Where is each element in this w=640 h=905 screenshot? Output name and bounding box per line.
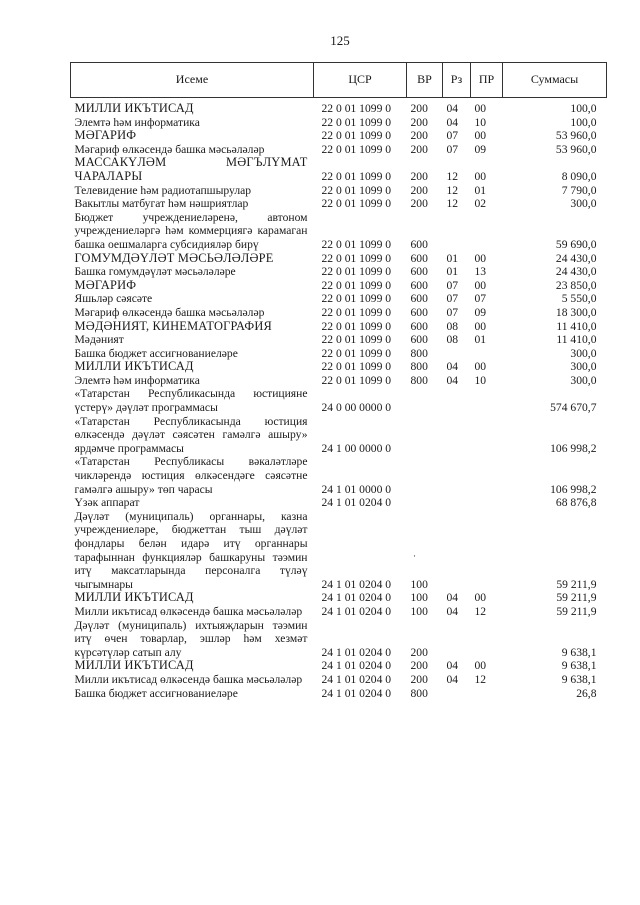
row-pr: 10 bbox=[474, 115, 487, 129]
row-rz: 04 bbox=[446, 672, 459, 686]
row-csr: 22 0 01 1099 0 bbox=[321, 265, 392, 279]
row-csr: 24 1 01 0204 0 bbox=[321, 591, 392, 605]
row-pr: 02 bbox=[474, 197, 487, 211]
row-rz: 04 bbox=[446, 102, 459, 115]
row-rz bbox=[443, 687, 471, 701]
table-row bbox=[71, 197, 607, 211]
row-csr: 22 0 01 1099 0 bbox=[321, 102, 392, 115]
row-sum: 9 638,1 bbox=[561, 672, 597, 686]
row-vr: 800 bbox=[410, 346, 428, 360]
row-rz: 01 bbox=[446, 251, 459, 265]
row-rz: 12 bbox=[446, 183, 459, 197]
row-vr: 200 bbox=[410, 672, 428, 686]
row-name: «Татарстан Республикасында юстицияне үстерү» дәүләт программасы bbox=[74, 387, 308, 415]
header-sum: Суммасы bbox=[503, 63, 607, 98]
row-vr: 600 bbox=[410, 237, 428, 251]
table-row bbox=[71, 116, 607, 130]
row-rz: 07 bbox=[446, 142, 459, 156]
row-vr: 600 bbox=[410, 265, 428, 279]
table-row bbox=[71, 605, 607, 619]
row-pr: 00 bbox=[474, 360, 487, 374]
row-vr: 200 bbox=[410, 197, 428, 211]
row-vr: 200 bbox=[410, 129, 428, 143]
row-sum: 106 998,2 bbox=[550, 441, 597, 455]
table-row bbox=[71, 347, 607, 361]
row-vr: 200 bbox=[410, 183, 428, 197]
table-row bbox=[71, 184, 607, 198]
row-csr: 22 0 01 1099 0 bbox=[321, 292, 392, 306]
row-sum: 300,0 bbox=[570, 360, 597, 374]
table-row bbox=[71, 279, 607, 293]
row-sum: 11 410,0 bbox=[556, 319, 597, 333]
row-vr: 600 bbox=[410, 292, 428, 306]
row-csr: 22 0 01 1099 0 bbox=[321, 169, 392, 183]
row-vr bbox=[407, 496, 443, 510]
row-csr: 22 0 01 1099 0 bbox=[321, 333, 392, 347]
row-sum: 68 876,8 bbox=[555, 496, 597, 510]
row-name: Башка бюджет ассигнованиеләре bbox=[74, 686, 238, 700]
row-name: МӘДӘНИЯТ, КИНЕМАТОГРАФИЯ bbox=[74, 318, 272, 333]
row-sum: 100,0 bbox=[570, 115, 597, 129]
row-sum: 300,0 bbox=[570, 197, 597, 211]
row-name: МАССАКҮЛӘМ МӘГЪЛҮМАТ ЧАРАЛАРЫ bbox=[74, 155, 308, 183]
row-csr: 24 1 01 0204 0 bbox=[321, 604, 392, 618]
row-name: «Татарстан Республикасында юстиция өлкәсендә дәүләт сәясәтен гамәлгә ашыру» ярдәмче программасы bbox=[74, 414, 308, 455]
row-sum: 100,0 bbox=[570, 102, 597, 115]
row-pr: 12 bbox=[474, 604, 487, 618]
row-vr: 200 bbox=[410, 659, 428, 673]
stray-mark: · bbox=[413, 551, 416, 561]
row-pr: 13 bbox=[474, 265, 487, 279]
row-csr: 24 1 00 0000 0 bbox=[321, 441, 392, 455]
table-row bbox=[71, 211, 607, 252]
row-name: МӘГАРИФ bbox=[74, 277, 137, 292]
row-sum: 59 690,0 bbox=[555, 237, 597, 251]
row-rz: 08 bbox=[446, 333, 459, 347]
row-csr: 24 1 01 0204 0 bbox=[321, 659, 392, 673]
row-csr: 24 1 01 0204 0 bbox=[321, 577, 392, 591]
row-vr: 800 bbox=[410, 373, 428, 387]
budget-table bbox=[70, 62, 607, 700]
table-row bbox=[71, 98, 607, 116]
row-vr: 600 bbox=[410, 251, 428, 265]
row-vr: 100 bbox=[410, 604, 428, 618]
table-row bbox=[71, 659, 607, 673]
row-name: МӘГАРИФ bbox=[74, 128, 137, 143]
row-vr bbox=[407, 455, 443, 496]
row-pr: 00 bbox=[474, 591, 487, 605]
row-name: Вакытлы матбугат һәм нәшриятлар bbox=[74, 197, 249, 211]
header-pr: ПР bbox=[471, 63, 503, 98]
row-csr: 22 0 01 1099 0 bbox=[321, 183, 392, 197]
table-row bbox=[71, 306, 607, 320]
row-pr bbox=[471, 687, 503, 701]
header-rz: Рз bbox=[443, 63, 471, 98]
row-name: Милли икътисад өлкәсендә башка мәсьәләләр bbox=[74, 672, 303, 686]
row-csr: 22 0 01 1099 0 bbox=[321, 251, 392, 265]
row-pr: 00 bbox=[474, 102, 487, 115]
row-csr: 24 1 01 0204 0 bbox=[321, 496, 392, 510]
row-name: Мәдәният bbox=[74, 333, 124, 347]
row-vr bbox=[407, 387, 443, 414]
row-pr bbox=[471, 211, 503, 252]
row-csr: 22 0 01 1099 0 bbox=[321, 305, 392, 319]
row-sum: 24 430,0 bbox=[555, 265, 597, 279]
row-rz bbox=[443, 387, 471, 414]
row-vr: 600 bbox=[410, 319, 428, 333]
row-sum: 5 550,0 bbox=[561, 292, 597, 306]
table-row bbox=[71, 415, 607, 456]
table-header bbox=[71, 63, 607, 98]
table-row bbox=[71, 591, 607, 605]
row-vr: 800 bbox=[410, 360, 428, 374]
row-name: Башка гомумдәүләт мәсьәләләре bbox=[74, 265, 236, 279]
row-pr: 00 bbox=[474, 319, 487, 333]
row-rz bbox=[443, 496, 471, 510]
row-name: Яшьләр сәясәте bbox=[74, 292, 153, 306]
row-rz: 04 bbox=[446, 360, 459, 374]
table-row bbox=[71, 156, 607, 183]
row-pr bbox=[471, 347, 503, 361]
row-vr: 200 bbox=[410, 142, 428, 156]
row-csr: 22 0 01 1099 0 bbox=[321, 373, 392, 387]
row-pr: 01 bbox=[474, 333, 487, 347]
row-rz: 04 bbox=[446, 604, 459, 618]
row-csr: 22 0 01 1099 0 bbox=[321, 346, 392, 360]
header-vr: ВР bbox=[407, 63, 443, 98]
table-row bbox=[71, 510, 607, 592]
row-sum: 53 960,0 bbox=[555, 142, 597, 156]
row-sum: 106 998,2 bbox=[550, 482, 597, 496]
row-pr bbox=[471, 387, 503, 414]
table-body bbox=[71, 98, 607, 701]
row-csr: 22 0 01 1099 0 bbox=[321, 115, 392, 129]
row-name: Дәүләт (муниципаль) ихтыяҗларын тәэмин итү өчен товарлар, эшләр һәм хезмәт күрсәтүләр сатып алу bbox=[74, 618, 308, 659]
table-row bbox=[71, 687, 607, 701]
row-pr: 00 bbox=[474, 251, 487, 265]
row-csr: 24 1 01 0204 0 bbox=[321, 645, 392, 659]
row-csr: 22 0 01 1099 0 bbox=[321, 237, 392, 251]
row-sum: 11 410,0 bbox=[556, 333, 597, 347]
row-sum: 9 638,1 bbox=[561, 645, 597, 659]
table-row bbox=[71, 292, 607, 306]
row-vr: 600 bbox=[410, 333, 428, 347]
row-sum: 53 960,0 bbox=[555, 129, 597, 143]
row-name: Үзәк аппарат bbox=[74, 496, 140, 510]
row-pr: 07 bbox=[474, 292, 487, 306]
table-row bbox=[71, 333, 607, 347]
row-rz: 12 bbox=[446, 197, 459, 211]
table-row bbox=[71, 455, 607, 496]
row-name: ГОМУМДӘҮЛӘТ МӘСЬӘЛӘЛӘРЕ bbox=[74, 250, 274, 265]
row-name: «Татарстан Республикасы вәкаләтләре чикләрендә юстиция өлкәсендәге сәясәтне гамәлгә ашыру» төп чарасы bbox=[74, 455, 308, 496]
row-vr: 200 bbox=[410, 102, 428, 115]
row-sum: 59 211,9 bbox=[556, 577, 597, 591]
row-vr: 800 bbox=[410, 686, 428, 700]
page-number: 125 bbox=[330, 33, 350, 48]
table-row bbox=[71, 374, 607, 388]
row-pr: 00 bbox=[474, 129, 487, 143]
row-sum: 59 211,9 bbox=[556, 604, 597, 618]
row-sum: 23 850,0 bbox=[555, 278, 597, 292]
row-csr: 22 0 01 1099 0 bbox=[321, 278, 392, 292]
row-csr: 24 1 01 0204 0 bbox=[321, 686, 392, 700]
row-sum: 9 638,1 bbox=[561, 659, 597, 673]
row-pr bbox=[471, 415, 503, 456]
row-csr: 22 0 01 1099 0 bbox=[321, 142, 392, 156]
row-rz: 07 bbox=[446, 278, 459, 292]
row-sum: 18 300,0 bbox=[555, 305, 597, 319]
row-pr bbox=[471, 619, 503, 660]
row-sum: 7 790,0 bbox=[561, 183, 597, 197]
row-rz bbox=[443, 455, 471, 496]
row-rz: 12 bbox=[446, 169, 459, 183]
table-row bbox=[71, 129, 607, 143]
row-rz bbox=[443, 211, 471, 252]
table-row bbox=[71, 387, 607, 414]
row-name: Элемтә һәм информатика bbox=[74, 115, 200, 129]
header-csr: ЦСР bbox=[314, 63, 407, 98]
row-vr: 200 bbox=[410, 169, 428, 183]
table-row bbox=[71, 265, 607, 279]
row-name: МИЛЛИ ИКЪТИСАД bbox=[74, 101, 194, 115]
row-vr: 600 bbox=[410, 305, 428, 319]
row-name: МИЛЛИ ИКЪТИСАД bbox=[74, 359, 194, 374]
row-sum: 8 090,0 bbox=[561, 169, 597, 183]
row-vr: 100 bbox=[410, 577, 428, 591]
row-name: МИЛЛИ ИКЪТИСАД bbox=[74, 658, 194, 673]
table-row bbox=[71, 143, 607, 157]
row-rz: 04 bbox=[446, 373, 459, 387]
row-rz bbox=[443, 510, 471, 592]
row-name: Телевидение һәм радиотапшырулар bbox=[74, 183, 252, 197]
row-pr bbox=[471, 496, 503, 510]
row-csr: 22 0 01 1099 0 bbox=[321, 319, 392, 333]
row-rz: 08 bbox=[446, 319, 459, 333]
row-name: Мәгариф өлкәсендә башка мәсьәләләр bbox=[74, 305, 265, 319]
row-sum: 300,0 bbox=[570, 373, 597, 387]
row-name: Башка бюджет ассигнованиеләре bbox=[74, 346, 238, 360]
row-rz bbox=[443, 415, 471, 456]
row-vr: 600 bbox=[410, 278, 428, 292]
bottom-margin bbox=[0, 868, 640, 905]
row-rz: 04 bbox=[446, 659, 459, 673]
table-row bbox=[71, 360, 607, 374]
row-rz bbox=[443, 619, 471, 660]
row-rz: 07 bbox=[446, 305, 459, 319]
row-vr bbox=[407, 415, 443, 456]
row-csr: 24 1 01 0000 0 bbox=[321, 482, 392, 496]
row-pr bbox=[471, 455, 503, 496]
row-pr: 09 bbox=[474, 142, 487, 156]
row-pr: 10 bbox=[474, 373, 487, 387]
row-csr: 24 0 00 0000 0 bbox=[321, 401, 392, 415]
row-pr: 01 bbox=[474, 183, 487, 197]
row-name: Мәгариф өлкәсендә башка мәсьәләләр bbox=[74, 142, 265, 156]
row-sum: 59 211,9 bbox=[556, 591, 597, 605]
row-csr: 22 0 01 1099 0 bbox=[321, 360, 392, 374]
row-rz: 07 bbox=[446, 292, 459, 306]
row-pr: 09 bbox=[474, 305, 487, 319]
row-sum: 24 430,0 bbox=[555, 251, 597, 265]
row-rz: 01 bbox=[446, 265, 459, 279]
table-row bbox=[71, 252, 607, 266]
row-pr: 00 bbox=[474, 169, 487, 183]
row-vr: 100 bbox=[410, 591, 428, 605]
row-vr: 200 bbox=[410, 115, 428, 129]
table-row bbox=[71, 673, 607, 687]
table-row bbox=[71, 320, 607, 334]
row-sum: 574 670,7 bbox=[550, 401, 597, 415]
row-name: Элемтә һәм информатика bbox=[74, 373, 200, 387]
row-name: Дәүләт (муниципаль) органнары, казна учреждениеләре, бюджеттан тыш дәүләт фондлары белән идарә итү органнары тарафыннан функцияләр башкаруны тәэмин итү максатларында персоналга түләү чыгымнары bbox=[74, 509, 308, 591]
row-rz: 07 bbox=[446, 129, 459, 143]
row-csr: 22 0 01 1099 0 bbox=[321, 129, 392, 143]
row-pr: 00 bbox=[474, 278, 487, 292]
row-rz: 04 bbox=[446, 591, 459, 605]
table-row bbox=[71, 496, 607, 510]
row-pr: 00 bbox=[474, 659, 487, 673]
row-csr: 24 1 01 0204 0 bbox=[321, 672, 392, 686]
row-csr: 22 0 01 1099 0 bbox=[321, 197, 392, 211]
row-rz: 04 bbox=[446, 115, 459, 129]
row-rz bbox=[443, 347, 471, 361]
row-name: Бюджет учреждениеләренә, автоном учреждениеләргә һәм коммерциягә карамаган башка оешмаларга субсидияләр бирү bbox=[74, 210, 308, 251]
row-name: Милли икътисад өлкәсендә башка мәсьәләләр bbox=[74, 604, 303, 618]
table-row bbox=[71, 619, 607, 660]
header-name: Исеме bbox=[71, 63, 314, 98]
row-name: МИЛЛИ ИКЪТИСАД bbox=[74, 590, 194, 605]
row-sum: 26,8 bbox=[576, 686, 597, 700]
row-vr: 200 bbox=[410, 645, 428, 659]
row-pr bbox=[471, 510, 503, 592]
row-sum: 300,0 bbox=[570, 346, 597, 360]
row-pr: 12 bbox=[474, 672, 487, 686]
